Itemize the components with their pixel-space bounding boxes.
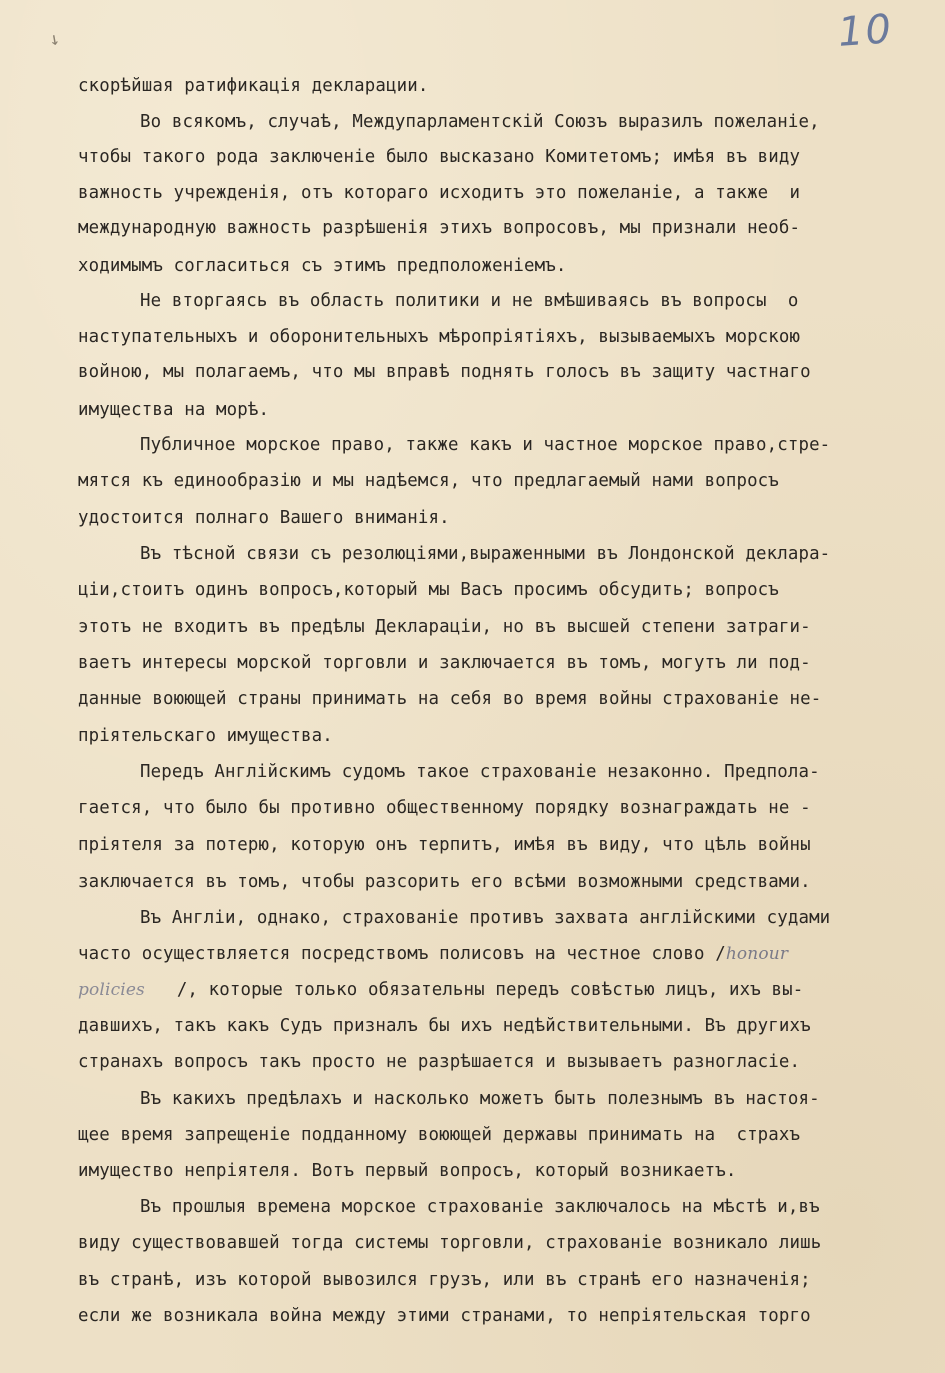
text-line: имущество непріятеля. Вотъ первый вопросъ, который возникаетъ. (78, 1161, 737, 1181)
text-line: въ странѣ, изъ которой вывозился грузъ, или въ странѣ его назначенія; (78, 1270, 811, 1290)
text-line: Въ тѣсной связи съ резолюціями,выраженными въ Лондонской деклара- (140, 544, 831, 564)
handwritten-honour: honour (725, 944, 789, 964)
text-line: данные воюющей страны принимать на себя во время войны страхованіе не- (78, 689, 822, 709)
text-line: виду существовавшей тогда системы торговли, страхованіе возникало лишь (78, 1233, 822, 1253)
text-line: Во всякомъ, случаѣ, Междупарламентскій Союзъ выразилъ пожеланіе, (140, 112, 820, 132)
text-line: Въ Англіи, однако, страхованіе противъ захвата англійскими судами (140, 908, 831, 928)
text-line: заключается въ томъ, чтобы разсорить его всѣми возможными средствами. (78, 872, 811, 892)
text-line: Передъ Англійскимъ судомъ такое страхованіе незаконно. Предпола- (140, 762, 820, 782)
text-line: Не вторгаясь въ область политики и не вмѣшиваясь въ вопросы о (140, 291, 799, 311)
text-line: наступательныхъ и оборонительныхъ мѣропріятіяхъ, вызываемыхъ морскою (78, 327, 801, 347)
text-line: ваетъ интересы морской торговли и заключается въ томъ, могутъ ли под- (78, 653, 811, 673)
text-line: международную важность разрѣшенія этихъ вопросовъ, мы признали необ- (78, 218, 801, 238)
text-line: войною, мы полагаемъ, что мы вправѣ поднять голосъ въ защиту частнаго (78, 362, 811, 382)
text-line: имущества на морѣ. (78, 400, 270, 420)
text-line: пріятеля за потерю, которую онъ терпитъ, имѣя въ виду, что цѣль войны (78, 835, 811, 855)
text-line: Въ прошлыя времена морское страхованіе заключалось на мѣстѣ и,въ (140, 1197, 820, 1217)
text-line-part: часто осуществляется посредствомъ полисовъ на честное слово / (78, 944, 726, 964)
text-line: щее время запрещеніе подданному воюющей державы принимать на страхъ (78, 1125, 801, 1145)
handwritten-policies: policies (78, 980, 145, 1000)
text-line: скорѣйшая ратификація декларации. (78, 76, 429, 96)
text-line: странахъ вопросъ такъ просто не разрѣшается и вызываетъ разногласіе. (78, 1052, 801, 1072)
text-line: этотъ не входитъ въ предѣлы Деклараціи, но въ высшей степени затраги- (78, 617, 811, 637)
text-line: Публичное морское право, также какъ и частное морское право,стре- (140, 435, 831, 455)
text-line: гается, что было бы противно общественному порядку вознаграждать не - (78, 798, 811, 818)
text-line: пріятельскаго имущества. (78, 726, 333, 746)
text-line: мятся къ единообразію и мы надѣемся, что предлагаемый нами вопросъ (78, 471, 779, 491)
text-line: важность учрежденія, отъ котораго исходитъ это пожеланіе, а также и (78, 183, 801, 203)
text-line: давшихъ, такъ какъ Судъ призналъ бы ихъ недѣйствительными. Въ другихъ (78, 1016, 811, 1036)
text-line: если же возникала война между этими странами, то непріятельская торго (78, 1306, 811, 1326)
text-line: удостоится полнаго Вашего вниманія. (78, 508, 450, 528)
text-line (78, 978, 803, 1002)
corner-mark: ↘ (44, 26, 66, 51)
page-number: 10 (836, 6, 895, 56)
text-line (78, 942, 788, 966)
text-line: ходимымъ согласиться съ этимъ предположеніемъ. (78, 256, 567, 276)
text-line: чтобы такого рода заключеніе было высказано Комитетомъ; имѣя въ виду (78, 147, 801, 167)
text-line: ціи,стоитъ одинъ вопросъ,который мы Васъ просимъ обсудить; вопросъ (78, 580, 779, 600)
text-line-part: /, которые только обязательны передъ совѣстью лицъ, ихъ вы- (176, 980, 804, 1000)
text-line: Въ какихъ предѣлахъ и насколько можетъ быть полезнымъ въ настоя- (140, 1089, 820, 1109)
